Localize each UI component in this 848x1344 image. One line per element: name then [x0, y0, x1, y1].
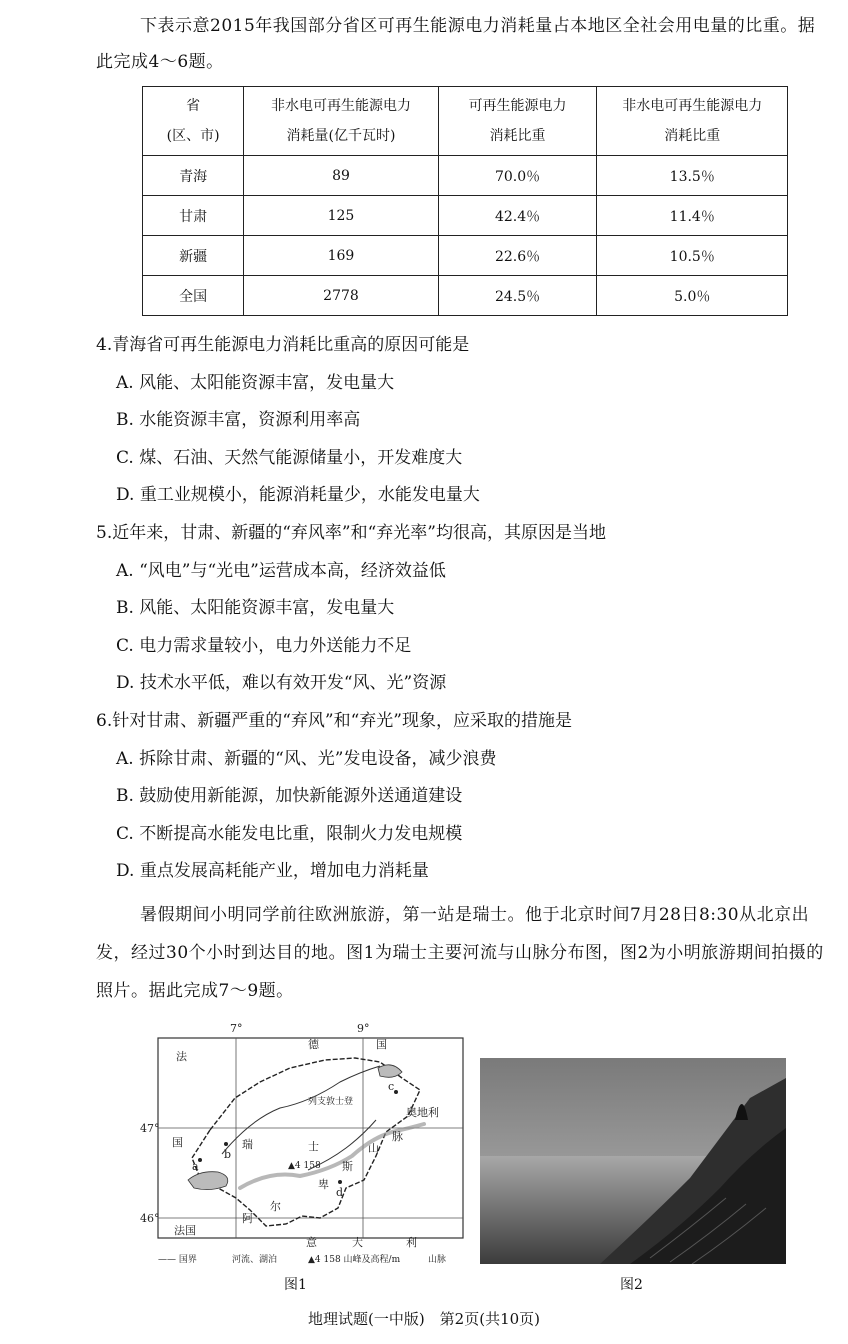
- cell: 42.4％: [438, 196, 597, 236]
- lat-label: 46°: [140, 1212, 160, 1225]
- table-header-row: [143, 87, 788, 156]
- cell: 全国: [143, 276, 244, 316]
- point-label: d: [336, 1186, 344, 1199]
- figure-1-caption: 图1: [284, 1277, 307, 1293]
- legend-item: —— 国界: [158, 1255, 197, 1265]
- cell: 2778: [244, 276, 438, 316]
- question-6-option-a: A. 拆除甘肃、新疆的“风、光”发电设备，减少浪费: [116, 749, 497, 769]
- point-label: b: [224, 1148, 232, 1161]
- map-label: 法国: [174, 1224, 196, 1237]
- cell: 青海: [143, 156, 244, 196]
- question-6-option-c: C. 不断提高水能发电比重，限制火力发电规模: [116, 824, 463, 844]
- table-row: [143, 236, 788, 276]
- map-label: 法: [176, 1050, 187, 1063]
- lon-label: 9°: [357, 1022, 370, 1035]
- peak-label: ▲4 158: [288, 1161, 321, 1171]
- cell: 甘肃: [143, 196, 244, 236]
- question-4-stem: 4.青海省可再生能源电力消耗比重高的原因可能是: [96, 335, 470, 355]
- question-5-option-b: B. 风能、太阳能资源丰富，发电量大: [116, 598, 395, 618]
- lat-label: 47°: [140, 1122, 160, 1135]
- cell: 89: [244, 156, 438, 196]
- map-label: 士: [308, 1140, 319, 1153]
- cell: 10.5％: [597, 236, 788, 276]
- map-label: 卑: [318, 1178, 329, 1191]
- map-label: 国: [376, 1038, 387, 1051]
- map-label: 大: [352, 1236, 363, 1249]
- cell: 169: [244, 236, 438, 276]
- point-b: [224, 1142, 228, 1146]
- point-label: c: [388, 1080, 395, 1093]
- map-label: 列支敦士登: [308, 1097, 354, 1107]
- question-6-option-b: B. 鼓励使用新能源，加快新能源外送通道建设: [116, 786, 463, 806]
- energy-table: [142, 86, 788, 316]
- question-4-option-c: C. 煤、石油、天然气能源储量小，开发难度大: [116, 448, 463, 468]
- cell: 22.6％: [438, 236, 597, 276]
- question-4-option-a: A. 风能、太阳能资源丰富，发电量大: [116, 373, 395, 393]
- cell: 新疆: [143, 236, 244, 276]
- map-label: 斯: [342, 1160, 353, 1173]
- question-4-option-d: D. 重工业规模小，能源消耗量少，水能发电量大: [116, 485, 480, 505]
- point-a: [198, 1158, 202, 1162]
- map-label: 尔: [270, 1200, 281, 1213]
- point-d: [338, 1180, 342, 1184]
- map-label: 瑞: [242, 1138, 253, 1151]
- map-label: 利: [406, 1236, 417, 1249]
- legend-item: 山脉: [428, 1255, 447, 1265]
- header-renewable-share: 可再生能源电力 消耗比重: [438, 87, 597, 156]
- question-5-stem: 5.近年来，甘肃、新疆的“弃风率”和“弃光率”均很高，其原因是当地: [96, 523, 606, 543]
- switzerland-map: [140, 1020, 466, 1270]
- cell: 70.0％: [438, 156, 597, 196]
- cell: 24.5％: [438, 276, 597, 316]
- map-label: 国: [172, 1136, 183, 1149]
- legend-item: ▲4 158 山峰及高程/m: [308, 1255, 401, 1265]
- cell: 13.5％: [597, 156, 788, 196]
- question-5-option-a: A. “风电”与“光电”运营成本高，经济效益低: [116, 561, 446, 581]
- cell: 125: [244, 196, 438, 236]
- figure-2-caption: 图2: [620, 1277, 643, 1293]
- map-label: 脉: [392, 1130, 403, 1143]
- lakeside-photo: [480, 1058, 786, 1264]
- map-label: 德: [308, 1038, 319, 1051]
- question-5-option-d: D. 技术水平低，难以有效开发“风、光”资源: [116, 673, 447, 693]
- table-row: [143, 196, 788, 236]
- table-row: [143, 156, 788, 196]
- header-nonhydro-share: 非水电可再生能源电力 消耗比重: [597, 87, 788, 156]
- question-6-option-d: D. 重点发展高耗能产业，增加电力消耗量: [116, 861, 429, 881]
- header-consumption: 非水电可再生能源电力 消耗量(亿千瓦时): [244, 87, 438, 156]
- map-label: 意: [306, 1236, 317, 1249]
- question-5-option-c: C. 电力需求量较小，电力外送能力不足: [116, 636, 412, 656]
- map-label: 阿: [242, 1212, 253, 1225]
- intro-paragraph-1: 下表示意2015年我国部分省区可再生能源电力消耗量占本地区全社会用电量的比重。据此完成4～6题。: [96, 16, 816, 72]
- point-c: [394, 1090, 398, 1094]
- map-label: 奥地利: [406, 1106, 439, 1119]
- point-label: a: [192, 1160, 199, 1173]
- lon-label: 7°: [230, 1022, 243, 1035]
- cell: 11.4％: [597, 196, 788, 236]
- question-6-stem: 6.针对甘肃、新疆严重的“弃风”和“弃光”现象，应采取的措施是: [96, 711, 572, 731]
- page-footer: 地理试题(一中版) 第2页(共10页): [307, 1310, 541, 1328]
- header-province: 省 (区、市): [143, 87, 244, 156]
- table-row: [143, 276, 788, 316]
- legend-item: 河流、湖泊: [232, 1255, 278, 1265]
- intro-paragraph-2: 暑假期间小明同学前往欧洲旅游，第一站是瑞士。他于北京时间7月28日8:30从北京出发，经过30个小时到达目的地。图1为瑞士主要河流与山脉分布图，图2为小明旅游期间拍摄的照片。据此完成7～9题。: [96, 905, 824, 1001]
- question-4-option-b: B. 水能资源丰富，资源利用率高: [116, 410, 361, 430]
- map-label: 山: [368, 1142, 379, 1155]
- cell: 5.0％: [597, 276, 788, 316]
